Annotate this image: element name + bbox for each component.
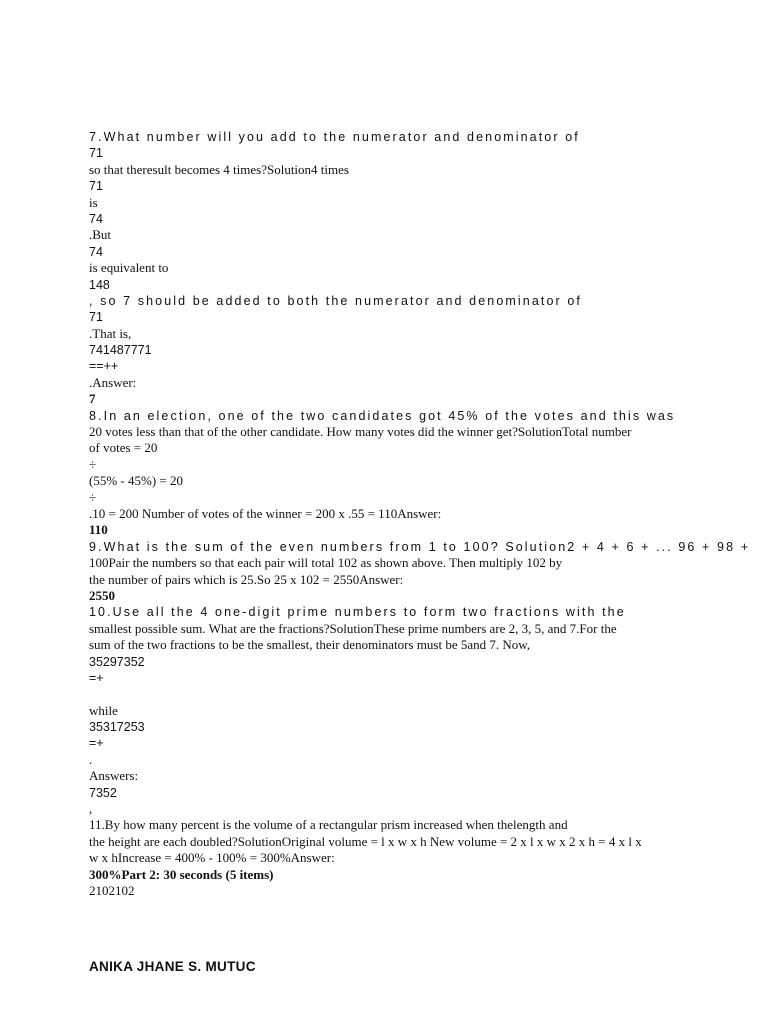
text-line: smallest possible sum. What are the fractions?SolutionThese prime numbers are 2, 3, 5, and 7.For the bbox=[89, 620, 617, 636]
text-line: 71 bbox=[89, 310, 103, 325]
text-line: the height are each doubled?SolutionOriginal volume = l x w x h New volume = 2 x l x w x 2 x h = 4 x l x bbox=[89, 833, 642, 849]
text-line: 7.What number will you add to the numerator and denominator of bbox=[89, 130, 580, 144]
text-line: while bbox=[89, 702, 118, 718]
text-line: .Answer: bbox=[89, 374, 137, 390]
text-line: w x hIncrease = 400% - 100% = 300%Answer: bbox=[89, 850, 335, 866]
text-line: 20 votes less than that of the other candidate. How many votes did the winner get?SolutionTotal number bbox=[89, 424, 632, 440]
text-line: (55% - 45%) = 20 bbox=[89, 473, 183, 489]
text-line: 110 bbox=[89, 522, 108, 538]
text-line: 100Pair the numbers so that each pair will total 102 as shown above. Then multiply 102 by bbox=[89, 555, 563, 571]
text-line: ÷ bbox=[89, 489, 97, 505]
text-line: ÷ bbox=[89, 456, 97, 472]
text-line: 8.In an election, one of the two candidates got 45% of the votes and this was bbox=[89, 408, 676, 423]
text-line: .But bbox=[89, 227, 112, 243]
text-line: 2102102 bbox=[89, 882, 135, 898]
text-line: ==++ bbox=[89, 359, 119, 374]
author-name: ANIKA JHANE S. MUTUC bbox=[89, 959, 256, 974]
text-line: 71 bbox=[89, 179, 103, 194]
text-line: 9.What is the sum of the even numbers from 1 to 100? Solution2 + 4 + 6 + ... 96 + 98 + bbox=[89, 539, 751, 554]
text-line: Answers: bbox=[89, 768, 139, 784]
text-line: the number of pairs which is 25.So 25 x 102 = 2550Answer: bbox=[89, 571, 404, 587]
text-line: sum of the two fractions to be the smallest, their denominators must be 5and 7. Now, bbox=[89, 637, 531, 653]
text-line: 7352 bbox=[89, 785, 117, 800]
text-line: =+ bbox=[89, 670, 104, 685]
text-line: .10 = 200 Number of votes of the winner = 200 x .55 = 110Answer: bbox=[89, 505, 442, 521]
text-line: 2550 bbox=[89, 587, 115, 603]
text-line: 300%Part 2: 30 seconds (5 items) bbox=[89, 866, 274, 882]
text-line: 74 bbox=[89, 244, 103, 259]
text-line: 148 bbox=[89, 277, 110, 292]
text-line: is equivalent to bbox=[89, 260, 169, 276]
text-line: so that theresult becomes 4 times?Solution4 times bbox=[89, 161, 349, 177]
document-body bbox=[89, 129, 751, 899]
text-line: 35317253 bbox=[89, 720, 145, 735]
text-line: 11.By how many percent is the volume of a rectangular prism increased when thelength and bbox=[89, 817, 568, 833]
text-line: 74 bbox=[89, 211, 103, 226]
text-line: 71 bbox=[89, 146, 103, 161]
text-line: =+ bbox=[89, 736, 104, 751]
text-line: 741487771 bbox=[89, 343, 152, 358]
text-line: 35297352 bbox=[89, 654, 145, 669]
text-line: 7 bbox=[89, 391, 96, 407]
text-line: of votes = 20 bbox=[89, 440, 158, 456]
text-line: is bbox=[89, 194, 98, 210]
text-line: , so 7 should be added to both the numerator and denominator of bbox=[89, 293, 582, 308]
text-line: .That is, bbox=[89, 325, 132, 341]
text-line: , bbox=[89, 801, 93, 817]
text-line: 10.Use all the 4 one-digit prime numbers to form two fractions with the bbox=[89, 605, 626, 620]
text-line: . bbox=[89, 751, 93, 767]
text-line bbox=[89, 686, 689, 702]
